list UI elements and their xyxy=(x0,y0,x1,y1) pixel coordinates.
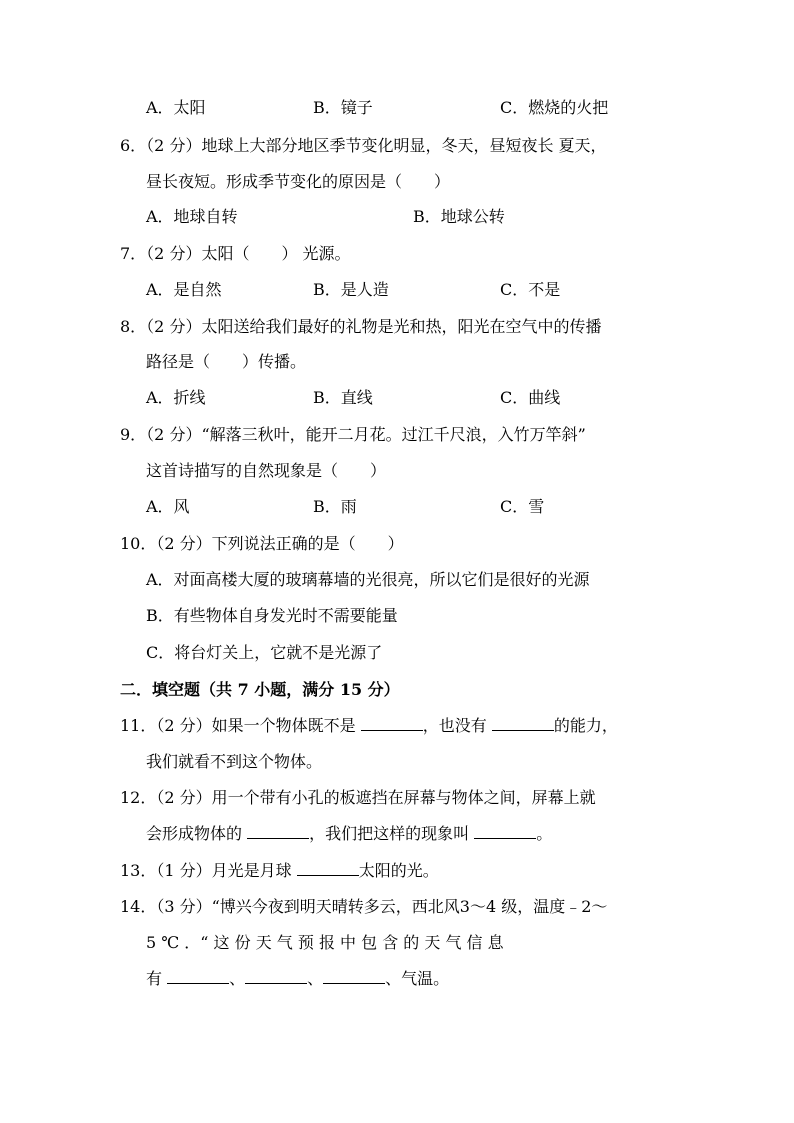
q8-option-c: C．曲线 xyxy=(500,388,561,407)
q12-stem-line2 xyxy=(146,824,552,844)
q5-option-c: C．燃烧的火把 xyxy=(500,98,609,117)
q9-option-b: B．雨 xyxy=(313,497,357,516)
q14-stem-line2: 5 ℃ ．“ 这 份 天 气 预 报 中 包 含 的 天 气 信 息 xyxy=(146,933,504,952)
q12-stem-line1: 12．（2 分）用一个带有小孔的板遮挡在屏幕与物体之间，屏幕上就 xyxy=(120,788,596,807)
q5-option-b: B．镜子 xyxy=(313,98,373,117)
q12-text-a: 会形成物体的 xyxy=(146,824,248,843)
q7-option-a: A．是自然 xyxy=(146,280,222,299)
q14-text-a: 有 xyxy=(146,969,168,988)
section-heading-fill-blank: 二．填空题（共 7 小题，满分 15 分） xyxy=(120,680,400,699)
q11-blank-1[interactable] xyxy=(361,716,423,731)
q13-text-a: 13．（1 分）月光是月球 xyxy=(120,861,297,880)
q12-text-c: 。 xyxy=(536,824,553,843)
q11-text-a: 11．（2 分）如果一个物体既不是 xyxy=(120,716,361,735)
q7-option-c: C．不是 xyxy=(500,280,561,299)
q10-option-c: C．将台灯关上，它就不是光源了 xyxy=(146,643,383,662)
q11-blank-2[interactable] xyxy=(492,716,554,731)
q9-stem-line2: 这首诗描写的自然现象是（ ） xyxy=(146,461,387,480)
q6-option-b: B．地球公转 xyxy=(413,207,505,226)
q11-stem-line2: 我们就看不到这个物体。 xyxy=(146,752,323,771)
q8-option-b: B．直线 xyxy=(313,388,373,407)
q9-option-a: A．风 xyxy=(146,497,190,516)
q14-stem-line3 xyxy=(146,969,449,989)
q14-blank-1[interactable] xyxy=(167,969,229,984)
q8-stem-line2: 路径是（ ）传播。 xyxy=(146,352,307,371)
q10-stem: 10．（2 分）下列说法正确的是（ ） xyxy=(120,534,404,553)
q11-text-b: ，也没有 xyxy=(422,716,492,735)
q5-option-a: A．太阳 xyxy=(146,98,206,117)
q14-sep-2: 、 xyxy=(307,969,324,988)
q14-sep-1: 、 xyxy=(229,969,246,988)
q11-text-c: 的能力， xyxy=(553,716,618,735)
q9-option-c: C．雪 xyxy=(500,497,545,516)
q14-text-end: 、气温。 xyxy=(385,969,450,988)
q8-option-a: A．折线 xyxy=(146,388,206,407)
q13-stem xyxy=(120,861,439,881)
q14-blank-2[interactable] xyxy=(245,969,307,984)
q11-stem-line1 xyxy=(120,716,618,736)
q12-text-b: ，我们把这样的现象叫 xyxy=(309,824,475,843)
q12-blank-2[interactable] xyxy=(474,824,536,839)
q10-option-a: A．对面高楼大厦的玻璃幕墙的光很亮，所以它们是很好的光源 xyxy=(146,570,590,589)
q8-stem-line1: 8．（2 分）太阳送给我们最好的礼物是光和热，阳光在空气中的传播 xyxy=(120,317,602,336)
q14-stem-line1: 14．（3 分）“博兴今夜到明天晴转多云，西北风3～4 级，温度﹣2～ xyxy=(120,897,608,916)
q9-stem-line1: 9．（2 分）“解落三秋叶，能开二月花。过江千尺浪，入竹万竿斜” xyxy=(120,425,586,444)
q7-option-b: B．是人造 xyxy=(313,280,389,299)
q6-option-a: A．地球自转 xyxy=(146,207,238,226)
q12-blank-1[interactable] xyxy=(247,824,309,839)
q6-stem-line1: 6．（2 分）地球上大部分地区季节变化明显，冬天，昼短夜长 夏天， xyxy=(120,136,607,155)
q13-blank-1[interactable] xyxy=(297,861,359,876)
q6-stem-line2: 昼长夜短。形成季节变化的原因是（ ） xyxy=(146,172,451,191)
q7-stem: 7．（2 分）太阳（ ） 光源。 xyxy=(120,244,351,263)
q14-blank-3[interactable] xyxy=(323,969,385,984)
q10-option-b: B．有些物体自身发光时不需要能量 xyxy=(146,606,398,625)
q13-text-b: 太阳的光。 xyxy=(358,861,439,880)
